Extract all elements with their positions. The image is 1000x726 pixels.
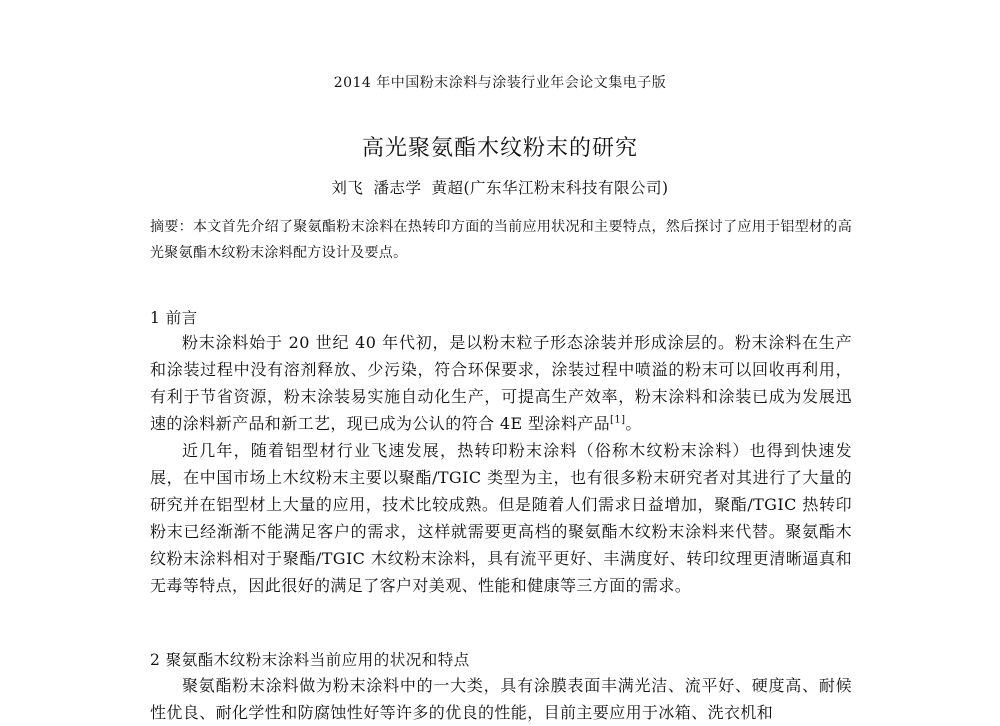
- paragraph: [150, 329, 852, 437]
- paragraph-end: 。: [625, 414, 642, 433]
- paragraph: 近几年，随着铝型材行业飞速发展，热转印粉末涂料（俗称木纹粉末涂料）也得到快速发展，在中国市场上木纹粉末主要以聚酯/TGIC 类型为主，也有很多粉末研究者对其进行了大量的研究并在铝型材上大量的应用，技术比较成熟。但是随着人们需求日益增加，聚酯/TGIC 热转印粉末已经渐渐不能满足客户的需求，这样就需要更高档的聚氨酯木纹粉末涂料来代替。聚氨酯木纹粉末涂料相对于聚酯/TGIC 木纹粉末涂料，具有流平更好、丰满度好、转印纹理更清晰逼真和无毒等特点，因此很好的满足了客户对美观、性能和健康等三方面的需求。: [150, 441, 852, 595]
- section-body: [150, 329, 852, 437]
- section-body: [150, 672, 852, 726]
- paragraph-text: 粉末涂料始于 20 世纪 40 年代初，是以粉末粒子形态涂装并形成涂层的。粉末涂料在生产和涂装过程中没有溶剂释放、少污染，符合环保要求，涂装过程中喷溢的粉末可以回收再利用，有利于节省资源，粉末涂装易实施自动化生产，可提高生产效率，粉末涂料和涂装已成为发展迅速的涂料新产品和新工艺，现已成为公认的符合 4E 型涂料产品: [150, 333, 852, 433]
- author-name: 刘飞: [331, 179, 364, 197]
- paper-title: 高光聚氨酯木纹粉末的研究: [361, 136, 638, 161]
- citation-ref: [1]: [610, 414, 626, 426]
- author-line: [0, 176, 1000, 198]
- proceedings-header: 2014 年中国粉末涂料与涂装行业年会论文集电子版: [333, 75, 667, 91]
- section-heading-status: 2 聚氨酯木纹粉末涂料当前应用的状况和特点: [150, 651, 470, 669]
- section-heading-introduction: 1 前言: [150, 309, 198, 327]
- author-name: 潘志学: [373, 179, 422, 197]
- paragraph: 聚氨酯粉末涂料做为粉末涂料中的一大类，具有涂膜表面丰满光洁、流平好、硬度高、耐候性优良、耐化学性和防腐蚀性好等许多的优良的性能，目前主要应用于冰箱、洗衣机和: [150, 676, 852, 722]
- author-affiliation: 黄超(广东华江粉末科技有限公司): [431, 179, 669, 197]
- section-body: [150, 437, 852, 599]
- abstract: 摘要：本文首先介绍了聚氨酯粉末涂料在热转印方面的当前应用状况和主要特点，然后探讨了应用于铝型材的高光聚氨酯木纹粉末涂料配方设计及要点。: [150, 219, 852, 261]
